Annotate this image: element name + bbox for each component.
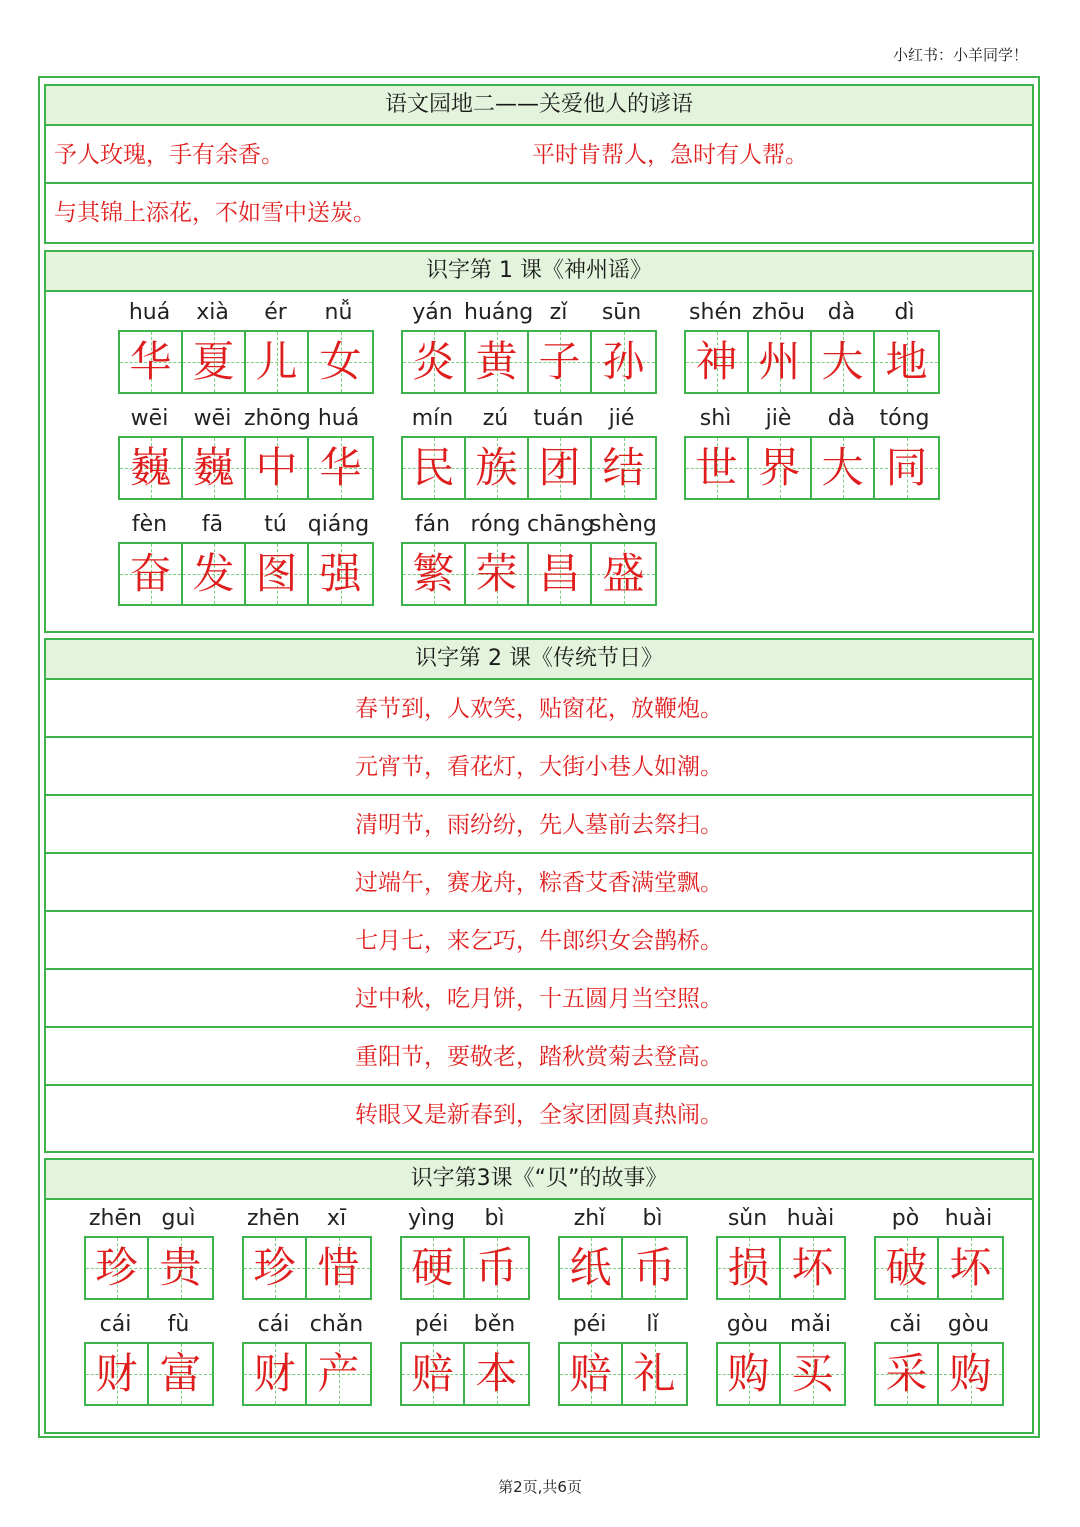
hanzi-char: 结: [602, 443, 645, 492]
pinyin-text: mǎi: [789, 1312, 832, 1337]
tianzige-grid: [118, 542, 374, 606]
vocab-group: [558, 1308, 688, 1406]
tianzige-grid: [558, 1342, 688, 1406]
section-title: 识字第 1 课《神州谣》: [46, 252, 1032, 292]
pinyin-row: [400, 1202, 530, 1236]
pinyin-text: qiáng: [307, 512, 370, 537]
poem-line: 转眼又是新春到，全家团圆真热闹。: [355, 1102, 723, 1128]
pinyin-text: shì: [699, 406, 732, 431]
tianzige-cell: [86, 1238, 149, 1298]
vocab-group: [118, 296, 374, 394]
tianzige-cell: [466, 544, 529, 604]
tianzige-cell: [686, 438, 749, 498]
hanzi-char: 巍: [129, 443, 172, 492]
hanzi-char: 民: [412, 443, 455, 492]
tianzige-cell: [529, 438, 592, 498]
tianzige-cell: [246, 544, 309, 604]
hanzi-char: 中: [255, 443, 298, 492]
hanzi-char: 财: [95, 1349, 138, 1398]
tianzige-cell: [244, 1344, 307, 1404]
pinyin-text: dà: [827, 300, 856, 325]
hanzi-char: 繁: [412, 549, 455, 598]
pinyin-text: shèng: [590, 512, 657, 537]
tianzige-grid: [401, 330, 657, 394]
poem-line: 清明节，雨纷纷，先人墓前去祭扫。: [46, 796, 1032, 854]
pinyin-text: wēi: [193, 406, 232, 431]
hanzi-char: 族: [475, 443, 518, 492]
pinyin-text: běn: [473, 1312, 516, 1337]
hanzi-char: 本: [475, 1349, 518, 1398]
pinyin-text: yán: [412, 300, 453, 325]
tianzige-cell: [183, 438, 246, 498]
hanzi-char: 损: [727, 1243, 770, 1292]
pinyin-text: fán: [414, 512, 451, 537]
section-title: 识字第 2 课《传统节日》: [46, 640, 1032, 680]
tianzige-cell: [623, 1238, 686, 1298]
pinyin-text: zhēn: [247, 1206, 300, 1231]
hanzi-char: 炎: [412, 337, 455, 386]
pinyin-text: wēi: [130, 406, 169, 431]
pinyin-text: péi: [414, 1312, 449, 1337]
pinyin-row: [401, 296, 657, 330]
tianzige-cell: [307, 1344, 370, 1404]
vocab-group: [716, 1202, 846, 1300]
tianzige-cell: [592, 332, 655, 392]
pinyin-row: [874, 1202, 1004, 1236]
hanzi-char: 产: [317, 1349, 360, 1398]
tianzige-cell: [120, 332, 183, 392]
tianzige-grid: [558, 1236, 688, 1300]
hanzi-char: 大: [821, 443, 864, 492]
pinyin-text: cǎi: [889, 1312, 922, 1337]
poem-line: 元宵节，看花灯，大街小巷人如潮。: [46, 738, 1032, 796]
pinyin-text: zhōu: [752, 300, 805, 325]
hanzi-char: 界: [758, 443, 801, 492]
hanzi-char: 世: [695, 443, 738, 492]
tianzige-cell: [86, 1344, 149, 1404]
tianzige-cell: [120, 438, 183, 498]
pinyin-text: zhōng: [244, 406, 311, 431]
hanzi-char: 州: [758, 337, 801, 386]
pinyin-text: bì: [642, 1206, 663, 1231]
poem-line: 重阳节，要敬老，踏秋赏菊去登高。: [46, 1028, 1032, 1086]
tianzige-grid: [118, 436, 374, 500]
pinyin-text: lǐ: [646, 1312, 659, 1337]
pinyin-text: guì: [161, 1206, 196, 1231]
pinyin-row: [400, 1308, 530, 1342]
pinyin-row: [242, 1202, 372, 1236]
tianzige-cell: [592, 544, 655, 604]
tianzige-cell: [403, 544, 466, 604]
pinyin-text: zǐ: [549, 300, 568, 325]
tianzige-cell: [402, 1238, 465, 1298]
pinyin-text: dì: [894, 300, 915, 325]
hanzi-char: 惜: [317, 1243, 360, 1292]
watermark-text: 小红书：小羊同学！: [892, 46, 1028, 64]
vocab-group: [400, 1308, 530, 1406]
tianzige-cell: [623, 1344, 686, 1404]
tianzige-cell: [120, 544, 183, 604]
tianzige-cell: [246, 332, 309, 392]
tianzige-cell: [466, 332, 529, 392]
pinyin-row: [84, 1202, 214, 1236]
hanzi-char: 儿: [255, 337, 298, 386]
tianzige-grid: [874, 1342, 1004, 1406]
tianzige-cell: [309, 438, 372, 498]
pinyin-text: gòu: [726, 1312, 769, 1337]
pinyin-row: [716, 1202, 846, 1236]
tianzige-cell: [149, 1238, 212, 1298]
hanzi-char: 夏: [192, 337, 235, 386]
vocab-group: [401, 508, 657, 606]
pinyin-text: jié: [608, 406, 635, 431]
pinyin-text: mín: [411, 406, 454, 431]
pinyin-text: cái: [99, 1312, 132, 1337]
pinyin-text: dà: [827, 406, 856, 431]
hanzi-char: 坏: [949, 1243, 992, 1292]
tianzige-grid: [401, 542, 657, 606]
pinyin-row: [874, 1308, 1004, 1342]
hanzi-char: 礼: [633, 1349, 676, 1398]
hanzi-char: 财: [253, 1349, 296, 1398]
vocab-group: [84, 1308, 214, 1406]
pinyin-row: [118, 402, 374, 436]
pinyin-row: [716, 1308, 846, 1342]
tianzige-cell: [309, 544, 372, 604]
tianzige-cell: [875, 438, 938, 498]
pinyin-row: [401, 402, 657, 436]
vocab-group: [716, 1308, 846, 1406]
hanzi-char: 同: [885, 443, 928, 492]
hanzi-char: 神: [695, 337, 738, 386]
tianzige-grid: [118, 330, 374, 394]
hanzi-char: 币: [475, 1243, 518, 1292]
pinyin-text: yìng: [407, 1206, 456, 1231]
vocab-group: [118, 508, 374, 606]
hanzi-char: 华: [129, 337, 172, 386]
tianzige-cell: [465, 1344, 528, 1404]
pinyin-text: jiè: [765, 406, 792, 431]
vocab-group: [874, 1308, 1004, 1406]
vocab-group: [242, 1308, 372, 1406]
tianzige-cell: [529, 544, 592, 604]
pinyin-text: zú: [482, 406, 509, 431]
hanzi-char: 贵: [159, 1243, 202, 1292]
section-title: 识字第3课《“贝”的故事》: [46, 1160, 1032, 1200]
pinyin-text: chāng: [527, 512, 595, 537]
vocab-group: [401, 296, 657, 394]
proverb-row: [46, 184, 1032, 242]
hanzi-char: 坏: [791, 1243, 834, 1292]
tianzige-cell: [749, 438, 812, 498]
hanzi-char: 昌: [538, 549, 581, 598]
pinyin-text: huá: [128, 300, 171, 325]
pinyin-row: [558, 1202, 688, 1236]
tianzige-grid: [84, 1236, 214, 1300]
pinyin-text: sǔn: [727, 1206, 768, 1231]
hanzi-char: 奋: [129, 549, 172, 598]
pinyin-text: huài: [944, 1206, 993, 1231]
tianzige-cell: [246, 438, 309, 498]
pinyin-text: zhēn: [89, 1206, 142, 1231]
tianzige-cell: [781, 1238, 844, 1298]
hanzi-char: 华: [319, 443, 362, 492]
tianzige-cell: [812, 438, 875, 498]
pinyin-text: bì: [484, 1206, 505, 1231]
pinyin-text: cái: [257, 1312, 290, 1337]
pinyin-text: zhǐ: [573, 1206, 606, 1231]
proverb-row: [46, 126, 1032, 184]
tianzige-cell: [749, 332, 812, 392]
vocab-group: [400, 1202, 530, 1300]
pinyin-text: fèn: [131, 512, 168, 537]
tianzige-grid: [84, 1342, 214, 1406]
pinyin-text: pò: [891, 1206, 920, 1231]
vocab-group: [684, 402, 940, 500]
hanzi-char: 纸: [569, 1243, 612, 1292]
tianzige-cell: [812, 332, 875, 392]
hanzi-char: 发: [192, 549, 235, 598]
hanzi-char: 购: [949, 1349, 992, 1398]
pinyin-text: shén: [689, 300, 742, 325]
pinyin-text: róng: [470, 512, 521, 537]
vocab-group: [242, 1202, 372, 1300]
pinyin-text: gòu: [947, 1312, 990, 1337]
tianzige-grid: [242, 1342, 372, 1406]
poem-line: 春节到，人欢笑，贴窗花，放鞭炮。: [46, 680, 1032, 738]
tianzige-cell: [876, 1344, 939, 1404]
hanzi-char: 强: [319, 549, 362, 598]
tianzige-grid: [716, 1342, 846, 1406]
tianzige-cell: [686, 332, 749, 392]
hanzi-char: 盛: [602, 549, 645, 598]
vocab-group: [401, 402, 657, 500]
hanzi-char: 破: [885, 1243, 928, 1292]
pinyin-text: tú: [264, 512, 287, 537]
pinyin-text: tóng: [879, 406, 930, 431]
tianzige-cell: [309, 332, 372, 392]
tianzige-cell: [939, 1344, 1002, 1404]
tianzige-cell: [403, 438, 466, 498]
tianzige-cell: [183, 332, 246, 392]
tianzige-grid: [684, 436, 940, 500]
vocab-group: [684, 296, 940, 394]
hanzi-char: 珍: [95, 1243, 138, 1292]
tianzige-cell: [781, 1344, 844, 1404]
tianzige-cell: [875, 332, 938, 392]
tianzige-grid: [401, 436, 657, 500]
hanzi-char: 赔: [569, 1349, 612, 1398]
vocab-group: [84, 1202, 214, 1300]
pinyin-text: péi: [572, 1312, 607, 1337]
tianzige-cell: [876, 1238, 939, 1298]
vocab-group: [874, 1202, 1004, 1300]
vocab-group: [558, 1202, 688, 1300]
poem-line: 七月七，来乞巧，牛郎织女会鹊桥。: [46, 912, 1032, 970]
tianzige-grid: [400, 1342, 530, 1406]
hanzi-char: 黄: [475, 337, 518, 386]
hanzi-char: 富: [159, 1349, 202, 1398]
tianzige-grid: [242, 1236, 372, 1300]
tianzige-cell: [149, 1344, 212, 1404]
tianzige-cell: [403, 332, 466, 392]
pinyin-row: [118, 296, 374, 330]
tianzige-cell: [718, 1238, 781, 1298]
pinyin-text: fù: [167, 1312, 190, 1337]
pinyin-row: [401, 508, 657, 542]
hanzi-char: 荣: [475, 549, 518, 598]
pinyin-text: ér: [264, 300, 287, 325]
hanzi-char: 珍: [253, 1243, 296, 1292]
poem-line: 过中秋，吃月饼，十五圆月当空照。: [46, 970, 1032, 1028]
hanzi-char: 币: [633, 1243, 676, 1292]
pinyin-row: [558, 1308, 688, 1342]
tianzige-cell: [307, 1238, 370, 1298]
proverb-text: 平时肯帮人，急时有人帮。: [532, 142, 808, 168]
tianzige-cell: [718, 1344, 781, 1404]
tianzige-cell: [183, 544, 246, 604]
tianzige-cell: [560, 1344, 623, 1404]
section-traditional-festivals: [44, 638, 1034, 1153]
hanzi-char: 购: [727, 1349, 770, 1398]
pinyin-text: chǎn: [309, 1312, 364, 1337]
tianzige-grid: [874, 1236, 1004, 1300]
tianzige-cell: [529, 332, 592, 392]
pinyin-text: huài: [786, 1206, 835, 1231]
hanzi-char: 巍: [192, 443, 235, 492]
pinyin-row: [84, 1308, 214, 1342]
pinyin-row: [118, 508, 374, 542]
tianzige-cell: [939, 1238, 1002, 1298]
tianzige-grid: [716, 1236, 846, 1300]
page-frame: [38, 76, 1040, 1438]
hanzi-char: 硬: [411, 1243, 454, 1292]
pinyin-text: xī: [326, 1206, 347, 1231]
tianzige-cell: [560, 1238, 623, 1298]
tianzige-cell: [244, 1238, 307, 1298]
pinyin-row: [684, 402, 940, 436]
hanzi-char: 采: [885, 1349, 928, 1398]
proverb-text: 与其锦上添花，不如雪中送炭。: [54, 200, 376, 226]
pinyin-text: tuán: [533, 406, 584, 431]
tianzige-cell: [466, 438, 529, 498]
tianzige-cell: [465, 1238, 528, 1298]
hanzi-char: 赔: [411, 1349, 454, 1398]
hanzi-char: 孙: [602, 337, 645, 386]
hanzi-char: 买: [791, 1349, 834, 1398]
section-title: 语文园地二——关爱他人的谚语: [46, 86, 1032, 126]
section-proverbs: [44, 84, 1034, 244]
pinyin-text: nǚ: [324, 300, 353, 325]
pinyin-text: huá: [317, 406, 360, 431]
tianzige-cell: [592, 438, 655, 498]
page-number: 第2页,共6页: [498, 1478, 582, 1496]
section-shenzhouyao: [44, 250, 1034, 633]
pinyin-text: fā: [201, 512, 224, 537]
pinyin-row: [242, 1308, 372, 1342]
hanzi-char: 地: [885, 337, 928, 386]
hanzi-char: 女: [319, 337, 362, 386]
poem-line: 过端午，赛龙舟，粽香艾香满堂飘。: [46, 854, 1032, 912]
hanzi-char: 图: [255, 549, 298, 598]
tianzige-grid: [684, 330, 940, 394]
pinyin-text: huáng: [464, 300, 534, 325]
tianzige-grid: [400, 1236, 530, 1300]
hanzi-char: 团: [538, 443, 581, 492]
tianzige-cell: [402, 1344, 465, 1404]
vocab-group: [118, 402, 374, 500]
pinyin-text: xià: [196, 300, 229, 325]
pinyin-text: sūn: [601, 300, 642, 325]
section-bei-story: [44, 1158, 1034, 1434]
hanzi-char: 子: [538, 337, 581, 386]
hanzi-char: 大: [821, 337, 864, 386]
proverb-text: 予人玫瑰，手有余香。: [54, 142, 284, 168]
pinyin-row: [684, 296, 940, 330]
